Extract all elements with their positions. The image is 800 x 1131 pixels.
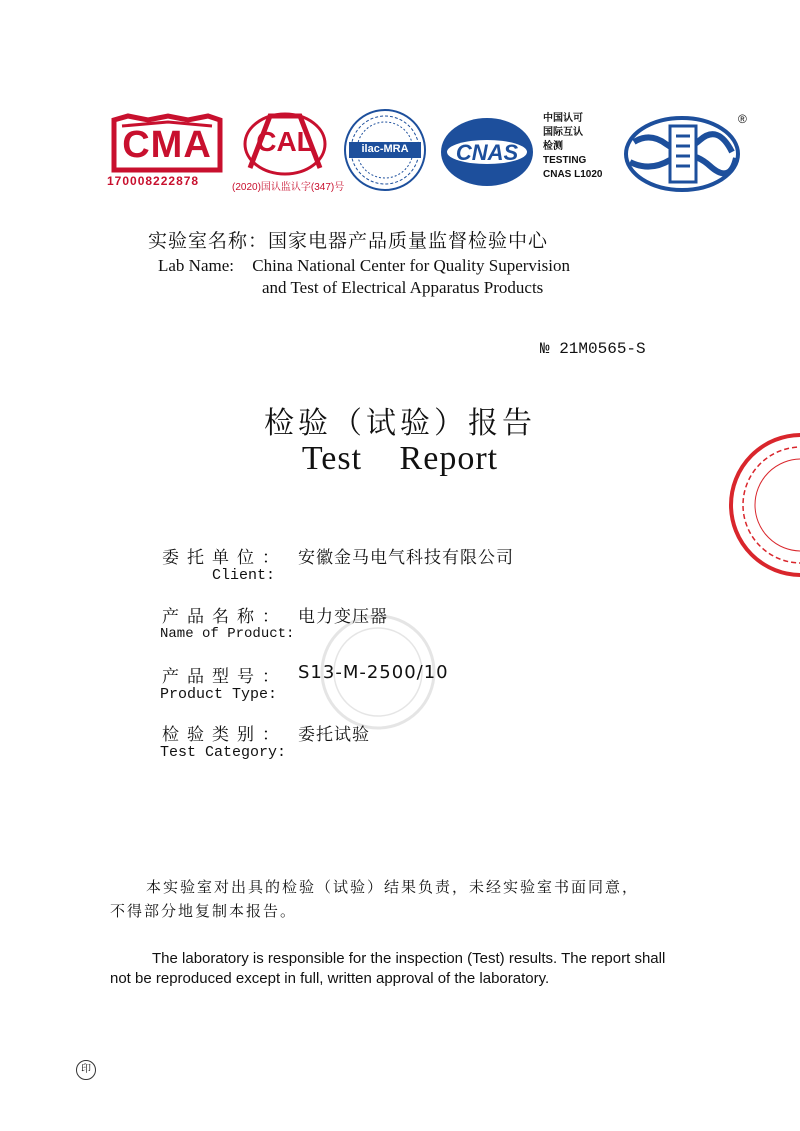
cnas-line-3: 检测 [543,141,563,152]
field-client-value: 安徽金马电气科技有限公司 [298,548,514,568]
cnas-line-1: 中国认可 [543,113,583,124]
ccc-logo [620,112,750,192]
lab-name-en-line2: and Test of Electrical Apparatus Products [262,278,544,297]
cal-caption: (2020)国认监认字(347)号 [232,182,345,193]
report-title-en: Test Report [301,440,499,477]
notice-cn-line2: 不得部分地复制本报告。 [110,902,298,920]
field-client-label-cn: 委托单位： [162,548,287,568]
globe-emblem-icon [620,112,750,192]
red-seal-stamp [726,430,800,580]
field-client-label-en: Client: [212,567,276,584]
notice-en-line1: The laboratory is responsible for the inspection (Test) results. The report shall [152,950,666,967]
cnas-line-2: 国际互认 [543,127,583,138]
report-number: № 21M0565-S [540,340,646,358]
notice-en-line2: not be reproduced except in full, written approval of the laboratory. [110,970,550,987]
footer-mark-text: 印 [81,1064,91,1075]
lab-name-en-value1: China National Center for Quality Supervision [252,256,570,275]
field-test-category-value: 委托试验 [298,725,370,745]
field-product-name-value: 电力变压器 [298,607,388,627]
notice-cn-line1: 本实验室对出具的检验（试验）结果负责，未经实验室书面同意， [146,878,640,896]
field-test-category-label-en: Test Category: [160,744,287,761]
lab-name-en-line1 [158,256,570,276]
red-seal-icon [726,430,800,580]
cnas-line-4: TESTING [543,155,587,166]
seal-watermark-icon [318,612,438,732]
lab-name-en-label: Lab Name: [158,256,234,275]
lab-name-cn: 实验室名称：国家电器产品质量监督检验中心 [148,230,549,252]
cal-logo [240,108,330,178]
field-test-category-label-cn: 检验类别： [162,725,287,745]
field-product-name-label-cn: 产品名称： [162,607,287,627]
cma-number: 170008222878 [107,174,200,188]
registered-mark: ® [738,112,747,126]
report-title-cn: 检验（试验）报告 [264,406,536,441]
ilac-text: ilac-MRA [361,143,409,155]
cma-logo [108,112,226,174]
cma-text: CMA [122,124,212,166]
footer-print-mark [76,1060,96,1080]
field-product-type-value: S13-M-2500/10 [298,662,449,683]
cnas-caption [543,112,623,182]
cal-text: CAL [256,126,314,157]
faint-seal-watermark [318,612,438,732]
cnas-line-5: CNAS L1020 [543,169,603,180]
ilac-logo [343,108,427,192]
cnas-logo [440,116,534,188]
cnas-text: CNAS [455,140,519,165]
field-product-type-label-cn: 产品型号： [162,667,287,687]
field-product-name-label-en: Name of Product: [160,626,295,642]
field-product-type-label-en: Product Type: [160,686,278,703]
